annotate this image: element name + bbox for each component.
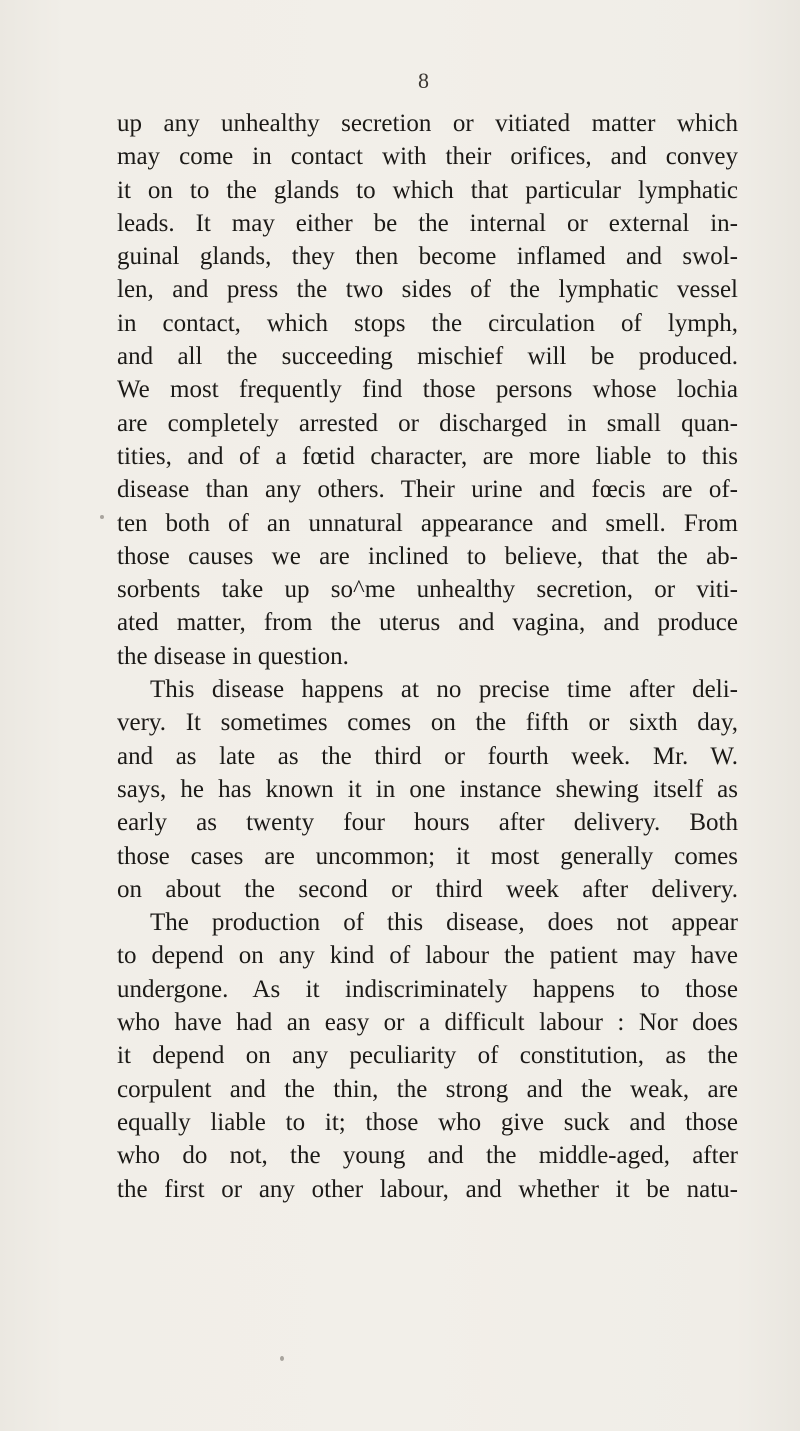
text-line: says, he has known it in one instance shewing itself as (117, 775, 738, 803)
text-line: The production of this disease, does not appear (150, 909, 738, 937)
text-line: This disease happens at no precise time after deli- (150, 676, 738, 704)
text-line: corpulent and the thin, the strong and the weak, are (117, 1075, 738, 1103)
text-line: to depend on any kind of labour the patient may have (117, 942, 738, 970)
ink-speck (280, 1356, 284, 1361)
text-line: guinal glands, they then become inflamed and swol- (117, 243, 738, 271)
text-line: on about the second or third week after delivery. (117, 875, 738, 903)
text-line: are completely arrested or discharged in small quan- (117, 409, 738, 437)
text-line: len, and press the two sides of the lymphatic vessel (117, 276, 738, 304)
text-line: ten both of an unnatural appearance and smell. From (117, 509, 738, 537)
text-line: who do not, the young and the middle-aged, after (117, 1142, 738, 1170)
body-text (117, 107, 738, 1206)
text-line: equally liable to it; those who give suck and those (117, 1108, 738, 1136)
text-line: We most frequently find those persons whose lochia (117, 376, 738, 404)
text-line: those cases are uncommon; it most generally comes (117, 842, 738, 870)
text-line: tities, and of a fœtid character, are more liable to this (117, 442, 738, 470)
text-line: it depend on any peculiarity of constitution, as the (117, 1042, 738, 1070)
text-line: undergone. As it indiscriminately happens to those (117, 975, 738, 1003)
text-line: up any unhealthy secretion or vitiated matter which (117, 110, 738, 137)
ink-speck (100, 515, 104, 519)
text-line: the disease in question. (117, 642, 349, 670)
text-line: in contact, which stops the circulation of lymph, (117, 309, 738, 337)
text-line: it on to the glands to which that particular lymphatic (117, 176, 738, 204)
page-number: 8 (418, 68, 429, 93)
text-line: sorbents take up so^me unhealthy secretion, or viti- (117, 576, 738, 604)
text-line: may come in contact with their orifices, and convey (117, 143, 738, 171)
text-line: and as late as the third or fourth week. Mr. W. (117, 742, 738, 770)
text-line: leads. It may either be the internal or external in- (117, 209, 738, 237)
text-line: the first or any other labour, and whether it be natu- (117, 1175, 738, 1203)
text-line: ated matter, from the uterus and vagina, and produce (117, 609, 738, 637)
text-line: early as twenty four hours after delivery. Both (117, 809, 738, 837)
text-line: who have had an easy or a difficult labour : Nor does (117, 1009, 738, 1037)
text-line: and all the succeeding mischief will be produced. (117, 343, 738, 371)
text-line: disease than any others. Their urine and fœcis are of- (117, 476, 738, 504)
text-line: very. It sometimes comes on the fifth or sixth day, (117, 709, 738, 737)
text-line: those causes we are inclined to believe, that the ab- (117, 542, 738, 570)
